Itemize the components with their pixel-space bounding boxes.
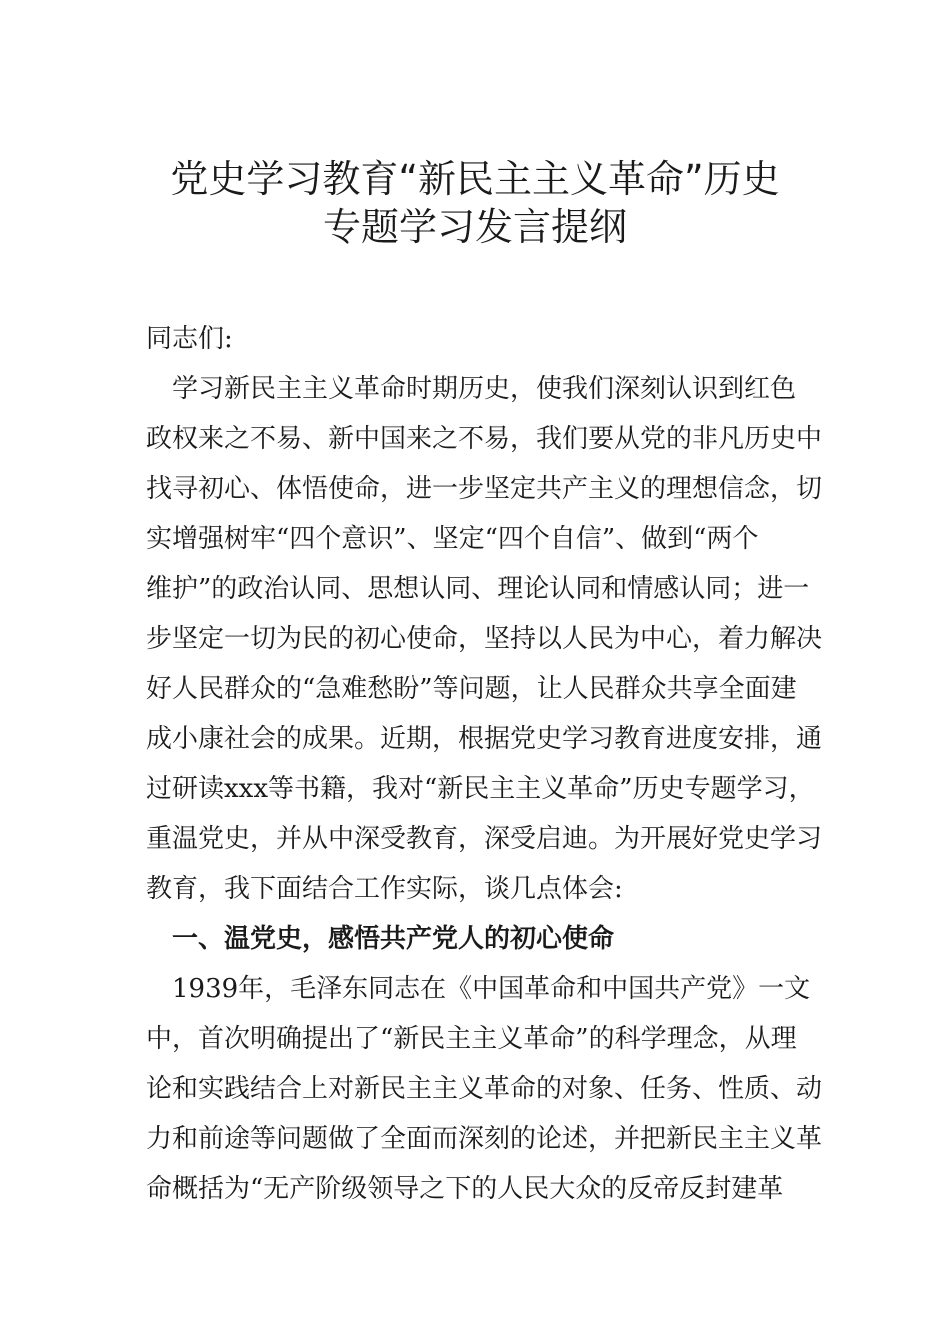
paragraph-1-line: 过研读xxx等书籍，我对“新民主主义革命”历史专题学习， <box>146 774 815 804</box>
paragraph-1-line: 好人民群众的“急难愁盼”等问题，让人民群众共享全面建 <box>146 674 797 704</box>
paragraph-2-line: 中，首次明确提出了“新民主主义革命”的科学理念，从理 <box>146 1024 797 1054</box>
paragraph-2-line: 1939年，毛泽东同志在《中国革命和中国共产党》一文 <box>146 974 811 1004</box>
greeting: 同志们: <box>146 324 233 354</box>
paragraph-1-line: 学习新民主主义革命时期历史，使我们深刻认识到红色 <box>146 374 797 404</box>
paragraph-1-line: 重温党史，并从中深受教育，深受启迪。为开展好党史学习 <box>146 824 823 854</box>
document-title-line-1: 党史学习教育“新民主主义革命”历史 <box>170 157 780 201</box>
document-title-line-2: 专题学习发言提纲 <box>322 205 627 249</box>
paragraph-1-line: 找寻初心、体悟使命，进一步坚定共产主义的理想信念，切 <box>146 474 823 504</box>
paragraph-1-line: 教育，我下面结合工作实际，谈几点体会: <box>146 874 623 904</box>
paragraph-1-line: 维护”的政治认同、思想认同、理论认同和情感认同；进一 <box>146 574 810 604</box>
paragraph-2-line: 论和实践结合上对新民主主义革命的对象、任务、性质、动 <box>146 1074 823 1104</box>
paragraph-2-line: 命概括为“无产阶级领导之下的人民大众的反帝反封建革 <box>146 1174 784 1204</box>
paragraph-2-line: 力和前途等问题做了全面而深刻的论述，并把新民主主义革 <box>146 1124 823 1154</box>
paragraph-1-line: 步坚定一切为民的初心使命，坚持以人民为中心，着力解决 <box>146 624 823 654</box>
paragraph-1-line: 成小康社会的成果。近期，根据党史学习教育进度安排，通 <box>146 724 823 754</box>
paragraph-1-line: 实增强树牢“四个意识”、坚定“四个自信”、做到“两个 <box>146 524 759 554</box>
section-heading-1: 一、温党史，感悟共产党人的初心使命 <box>146 924 615 954</box>
paragraph-1-line: 政权来之不易、新中国来之不易，我们要从党的非凡历史中 <box>146 424 823 454</box>
